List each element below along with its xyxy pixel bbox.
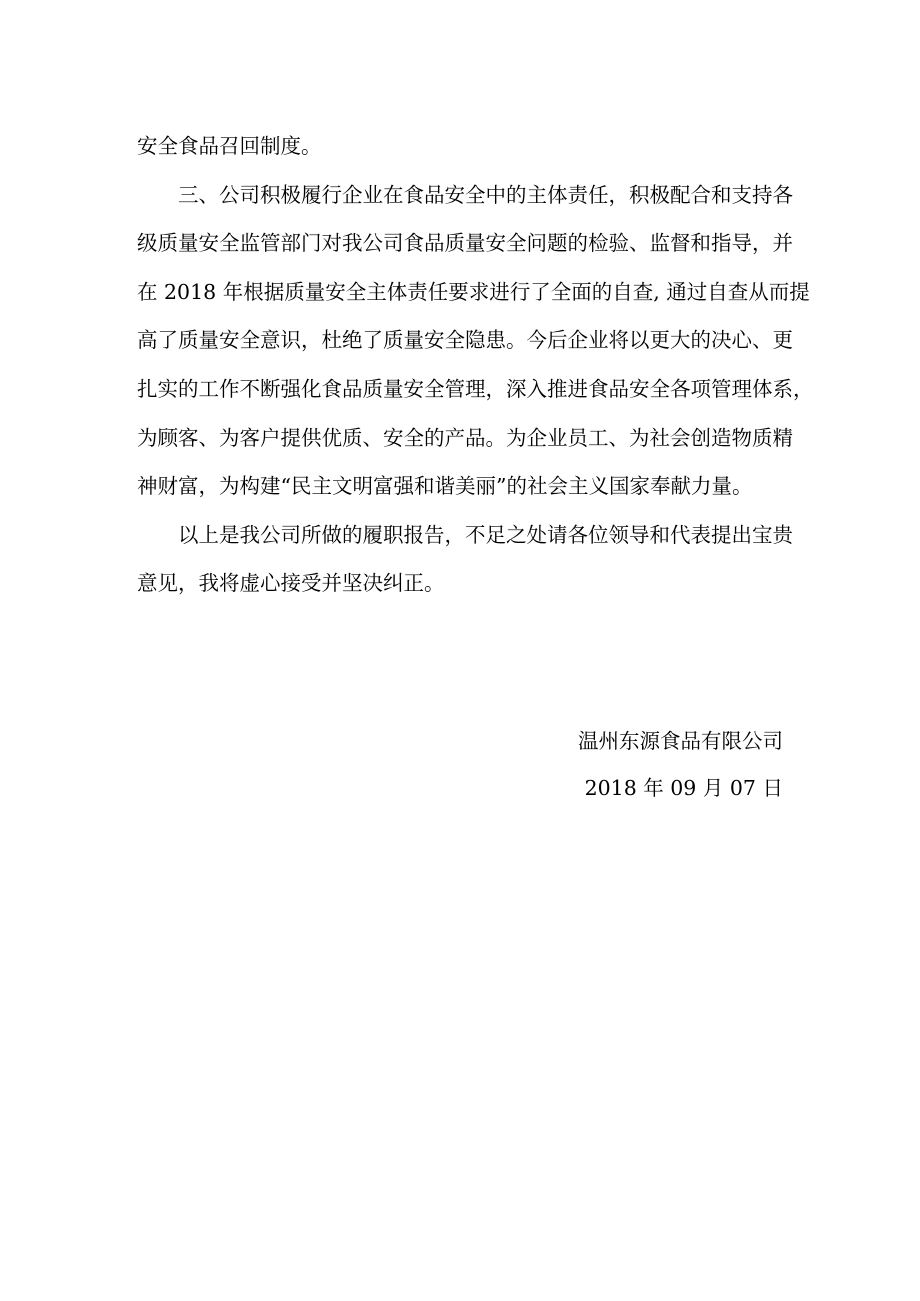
paragraph-3-line-2: 意见，我将虚心接受并坚决纠正。	[137, 571, 445, 596]
signature-company: 温州东源食品有限公司	[578, 729, 783, 753]
paragraph-2-line-3: 在 2018 年根据质量安全主体责任要求进行了全面的自查, 通过自查从而提	[137, 279, 810, 304]
paragraph-2-line-2: 级质量安全监管部门对我公司食品质量安全问题的检验、监督和指导，并	[137, 231, 793, 256]
signature-date: 2018 年 09 月 07 日	[584, 776, 783, 800]
paragraph-2-line-7: 神财富，为构建“民主文明富强和谐美丽”的社会主义国家奉献力量。	[137, 474, 753, 499]
paragraph-2-line-1: 三、公司积极履行企业在食品安全中的主体责任，积极配合和支持各	[178, 182, 793, 207]
paragraph-1-line-1: 安全食品召回制度。	[137, 134, 322, 158]
document-body	[137, 134, 814, 621]
paragraph-2-line-4: 高了质量安全意识，杜绝了质量安全隐患。今后企业将以更大的决心、更	[137, 328, 793, 353]
paragraph-2-line-5: 扎实的工作不断强化食品质量安全管理，深入推进食品安全各项管理体系，	[137, 376, 814, 401]
paragraph-2-line-6: 为顾客、为客户提供优质、安全的产品。为企业员工、为社会创造物质精	[137, 425, 793, 450]
paragraph-3-line-1: 以上是我公司所做的履职报告，不足之处请各位领导和代表提出宝贵	[178, 522, 793, 547]
